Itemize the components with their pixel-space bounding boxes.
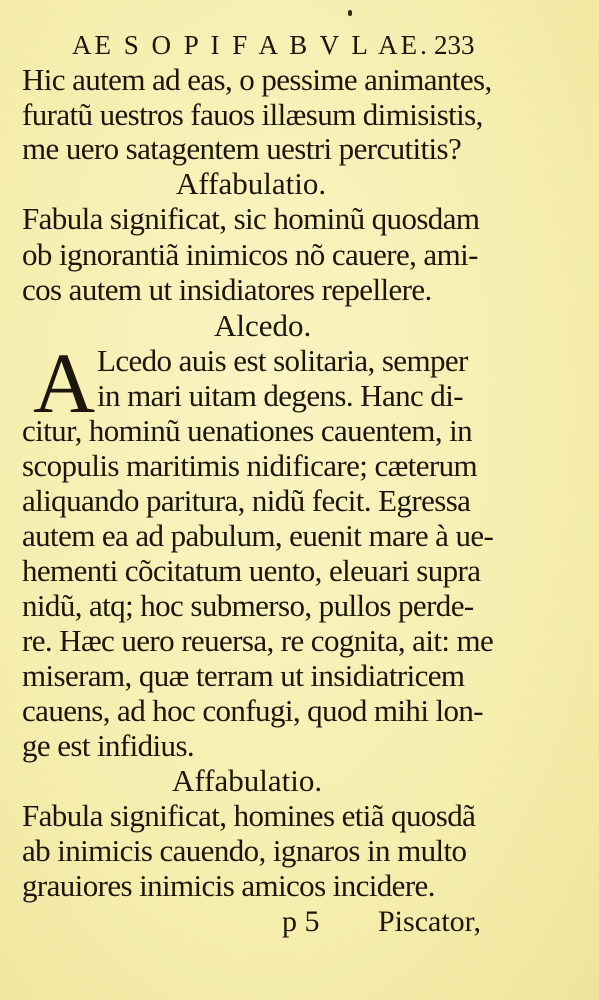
text-line: re. Hæc uero reuersa, re cognita, ait: me — [22, 623, 494, 658]
text-line: aliquando paritura, nidũ fecit. Egressa — [22, 483, 471, 518]
fable-title: Alcedo. — [214, 308, 312, 343]
running-title: AE S O P I F A B V L AE. — [72, 30, 430, 60]
ink-speck — [348, 10, 352, 16]
text-line: me uero satagentem uestri percutitis? — [22, 131, 462, 166]
text-line: ab inimicis cauendo, ignaros in multo — [22, 833, 467, 868]
signature-mark: p 5 — [282, 905, 320, 938]
text-line: Lcedo auis est solitaria, semper — [97, 343, 468, 378]
text-line: ob ignorantiã inimicos nõ cauere, ami- — [22, 237, 478, 272]
text-line: nidũ, atq; hoc submerso, pullos perde- — [22, 588, 474, 623]
catchword: Piscator, — [378, 905, 481, 938]
text-line: in mari uitam degens. Hanc di- — [97, 378, 463, 413]
text-line: Hic autem ad eas, o pessime animantes, — [22, 62, 492, 97]
text-line: miseram, quæ terram ut insidiatricem — [22, 658, 465, 693]
text-line: cauens, ad hoc confugi, quod mihi lon- — [22, 693, 484, 728]
drop-capital: A — [33, 335, 96, 431]
text-line: scopulis maritimis nidificare; cæterum — [22, 448, 478, 483]
text-line: Fabula significat, sic hominũ quosdam — [22, 201, 480, 236]
text-line: furatũ uestros fauos illæsum dimisistis, — [22, 97, 483, 132]
text-line: cos autem ut insidiatores repellere. — [22, 272, 432, 307]
text-line: citur, hominũ uenationes cauentem, in — [22, 413, 473, 448]
page-number: 233 — [434, 30, 475, 60]
text-line: autem ea ad pabulum, euenit mare à ue- — [22, 518, 494, 553]
section-heading: Affabulatio. — [172, 763, 323, 798]
section-heading: Affabulatio. — [176, 166, 327, 201]
text-line: Fabula significat, homines etiã quosdã — [22, 798, 476, 833]
text-line: hementi cõcitatum uento, eleuari supra — [22, 553, 481, 588]
text-line: grauiores inimicis amicos incidere. — [22, 868, 435, 903]
text-line: ge est infidius. — [22, 728, 195, 763]
